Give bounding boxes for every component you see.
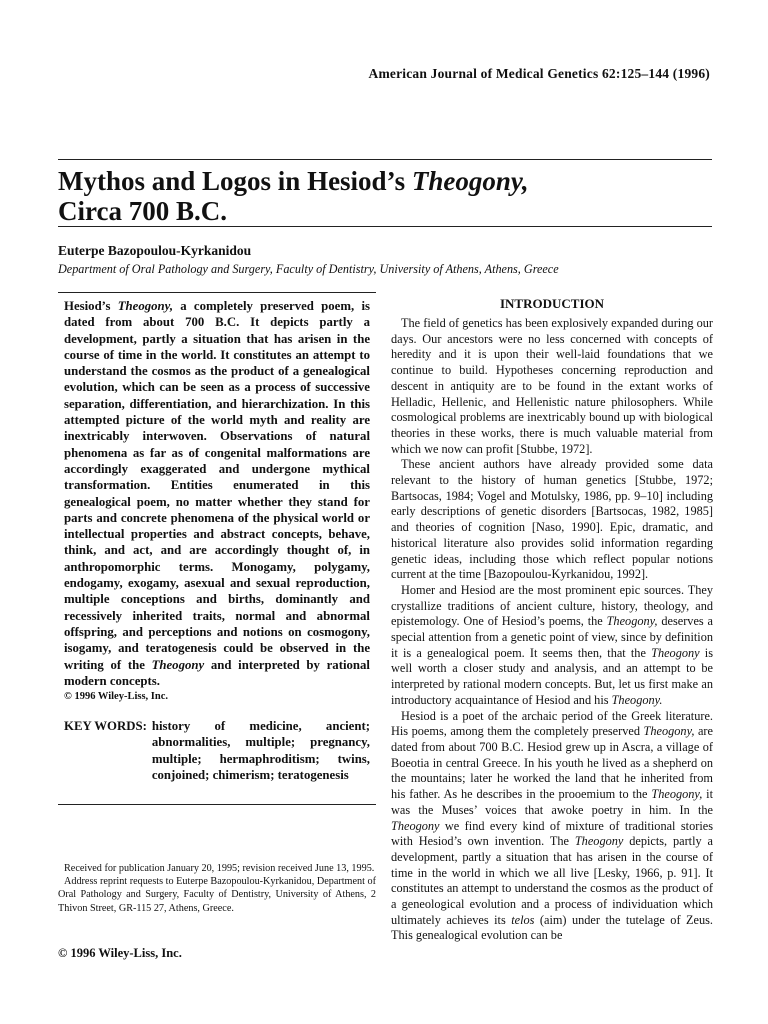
text-run-italic: Theogony xyxy=(391,818,440,833)
text-run-italic: Theogony xyxy=(651,645,700,660)
footer-copyright: © 1996 Wiley-Liss, Inc. xyxy=(58,946,182,960)
text-run: deserves a special attention from a genetic point of view, since by definition it is a genealogical poem. It seems then, that the xyxy=(391,614,713,660)
intro-paragraph-1: The field of genetics has been explosively expanded during our days. Our ancestors were no less concerned with concepts of heredity and it is upon their well-laid foundations that we continue to build. Hypotheses concerning reproduction and descent in antiquity are to be found in the extant works of Helladic, Hellenic, and Hellenistic nature philosophers. While cosmological problems are inextricably bound up with biological theories in these works, there is much valuable material from which we now can profit [Stubbe, 1972]. xyxy=(391,316,713,456)
text-run-italic: Theogony, xyxy=(651,787,703,802)
text-run: Homer and Hesiod are the most prominent epic sources. They crystallize traditions of ancient culture, history, theology, and epistemology. One of Hesiod’s poems, the xyxy=(391,582,713,629)
abstract-text xyxy=(64,298,370,689)
article-title xyxy=(58,166,718,226)
text-run: (aim) under the tutelage of Zeus. This genealogical evolution can be xyxy=(391,912,713,943)
text-run-italic: Theogony. xyxy=(611,692,663,707)
title-line1: Mythos and Logos in Hesiod’s xyxy=(58,166,412,196)
abstract-italic: Theogony xyxy=(151,657,205,672)
abstract-box xyxy=(58,292,376,805)
intro-paragraph-3 xyxy=(391,583,713,709)
introduction-heading: INTRODUCTION xyxy=(499,296,604,311)
footnote-address: Address reprint requests to Euterpe Bazopoulou-Kyrkanidou, Department of Oral Pathology and Surgery, Faculty of Dentistry, University of Athens, 2 Thivon Street, GR-115 27, Athens, Greece. xyxy=(58,876,376,914)
abstract-part: and interpreted by rational modern concepts. xyxy=(64,657,370,688)
intro-paragraph-2: These ancient authors have already provided some data relevant to the history of human genetics [Stubbe, 1972; Bartsocas, 1984; Vogel and Motulsky, 1986, pp. 9–10] including early descriptions of genetic disorders [Bartsocas, 1982, 1985] and theories of cognition [Naso, 1990]. Epic, dramatic, and historical literature also provides solid information regarding genetic ideas, including those which reflect popular notions current at the time [Bazopoulou-Kyrkanidou, 1992]. xyxy=(391,457,713,582)
footnote xyxy=(58,862,376,915)
title-top-rule xyxy=(58,159,712,160)
text-run: we find every kind of mixture of traditional stories with Hesiod’s own invention. The xyxy=(391,818,713,849)
author-affiliation: Department of Oral Pathology and Surgery, Faculty of Dentistry, University of Athens, Athens, Greece xyxy=(58,262,559,276)
abstract-part: Hesiod’s xyxy=(64,299,118,313)
text-run-italic: Theogony, xyxy=(643,724,695,739)
introduction-column xyxy=(391,296,713,944)
keywords-text: history of medicine, ancient; abnormalities, multiple; pregnancy, multiple; hermaphroditism; twins, conjoined; chimerism; teratogenesis xyxy=(151,719,370,783)
abstract-copyright: © 1996 Wiley-Liss, Inc. xyxy=(64,691,169,703)
text-run: are dated from about 700 B.C. Hesiod grew up in Ascra, a village of Boeotia in central Greece. In his youth he lived as a shepherd on the mountains; later he worked the land that he inherited from his father. As he describes in the prooemium to the xyxy=(391,724,713,802)
journal-header: American Journal of Medical Genetics 62:125–144 (1996) xyxy=(368,66,710,81)
abstract-italic: Theogony, xyxy=(117,299,174,313)
title-line1-italic: Theogony, xyxy=(411,166,529,196)
text-run: is well worth a closer study and analysis, and an attempt to be interpreted by rational modern concepts. But, let us first make an introductory acquaintance of Hesiod and his xyxy=(391,645,713,707)
keywords xyxy=(64,718,370,783)
author-name: Euterpe Bazopoulou-Kyrkanidou xyxy=(58,243,252,258)
title-bottom-rule xyxy=(58,226,712,227)
text-run-italic: telos xyxy=(511,912,535,927)
text-run: depicts, partly a development, partly a situation that has arisen in the course of time in the world in which we all live [Lesky, 1966, p. 91]. It constitutes an attempt to understand the cosmos as the product of a geneological evolution and a process of individuation which ultimately achieves its xyxy=(391,834,713,927)
text-run-italic: Theogony, xyxy=(606,614,658,629)
text-run-italic: Theogony xyxy=(574,834,624,849)
abstract-part: a completely preserved poem, is dated from about 700 B.C. It depicts partly a development, partly a situation that has arisen in the course of time in the world. It constitutes an attempt to understand the cosmos as the product of a genealogical evolution, which can be seen as a process of successive separation, differentiation, and hierarchization. In this attempted picture of the world myth and reality are inextricably interwoven. Observations of natural phenomena as far as of congenital malformations are accordingly exaggerated and undergone mythical transformation. Entities enumerated in this genealogical poem, no matter whether they stand for parts and concrete phenomena of the physical world or intellectual properties and abstract concepts, behave, think, and act, and are accordingly thought of, in anthropomorphic terms. Monogamy, polygamy, endogamy, exogamy, asexual and sexual reproduction, multiple conceptions and births, dominantly and recessively inherited traits, normal and abnormal offspring, and perceptions and notions on cosmogony, isogamy, and teratogenesis could be observed in the writing of the xyxy=(64,299,370,672)
text-run: Hesiod is a poet of the archaic period of the Greek literature. His poems, among them the completely preserved xyxy=(391,708,713,739)
keywords-label: KEY WORDS: xyxy=(64,719,147,734)
title-line2: Circa 700 B.C. xyxy=(58,196,227,226)
text-run: it was the Muses’ voices that awoke poetry in him. In the xyxy=(391,787,713,817)
footnote-received: Received for publication January 20, 1995; revision received June 13, 1995. xyxy=(64,863,375,874)
intro-paragraph-4 xyxy=(391,709,713,945)
